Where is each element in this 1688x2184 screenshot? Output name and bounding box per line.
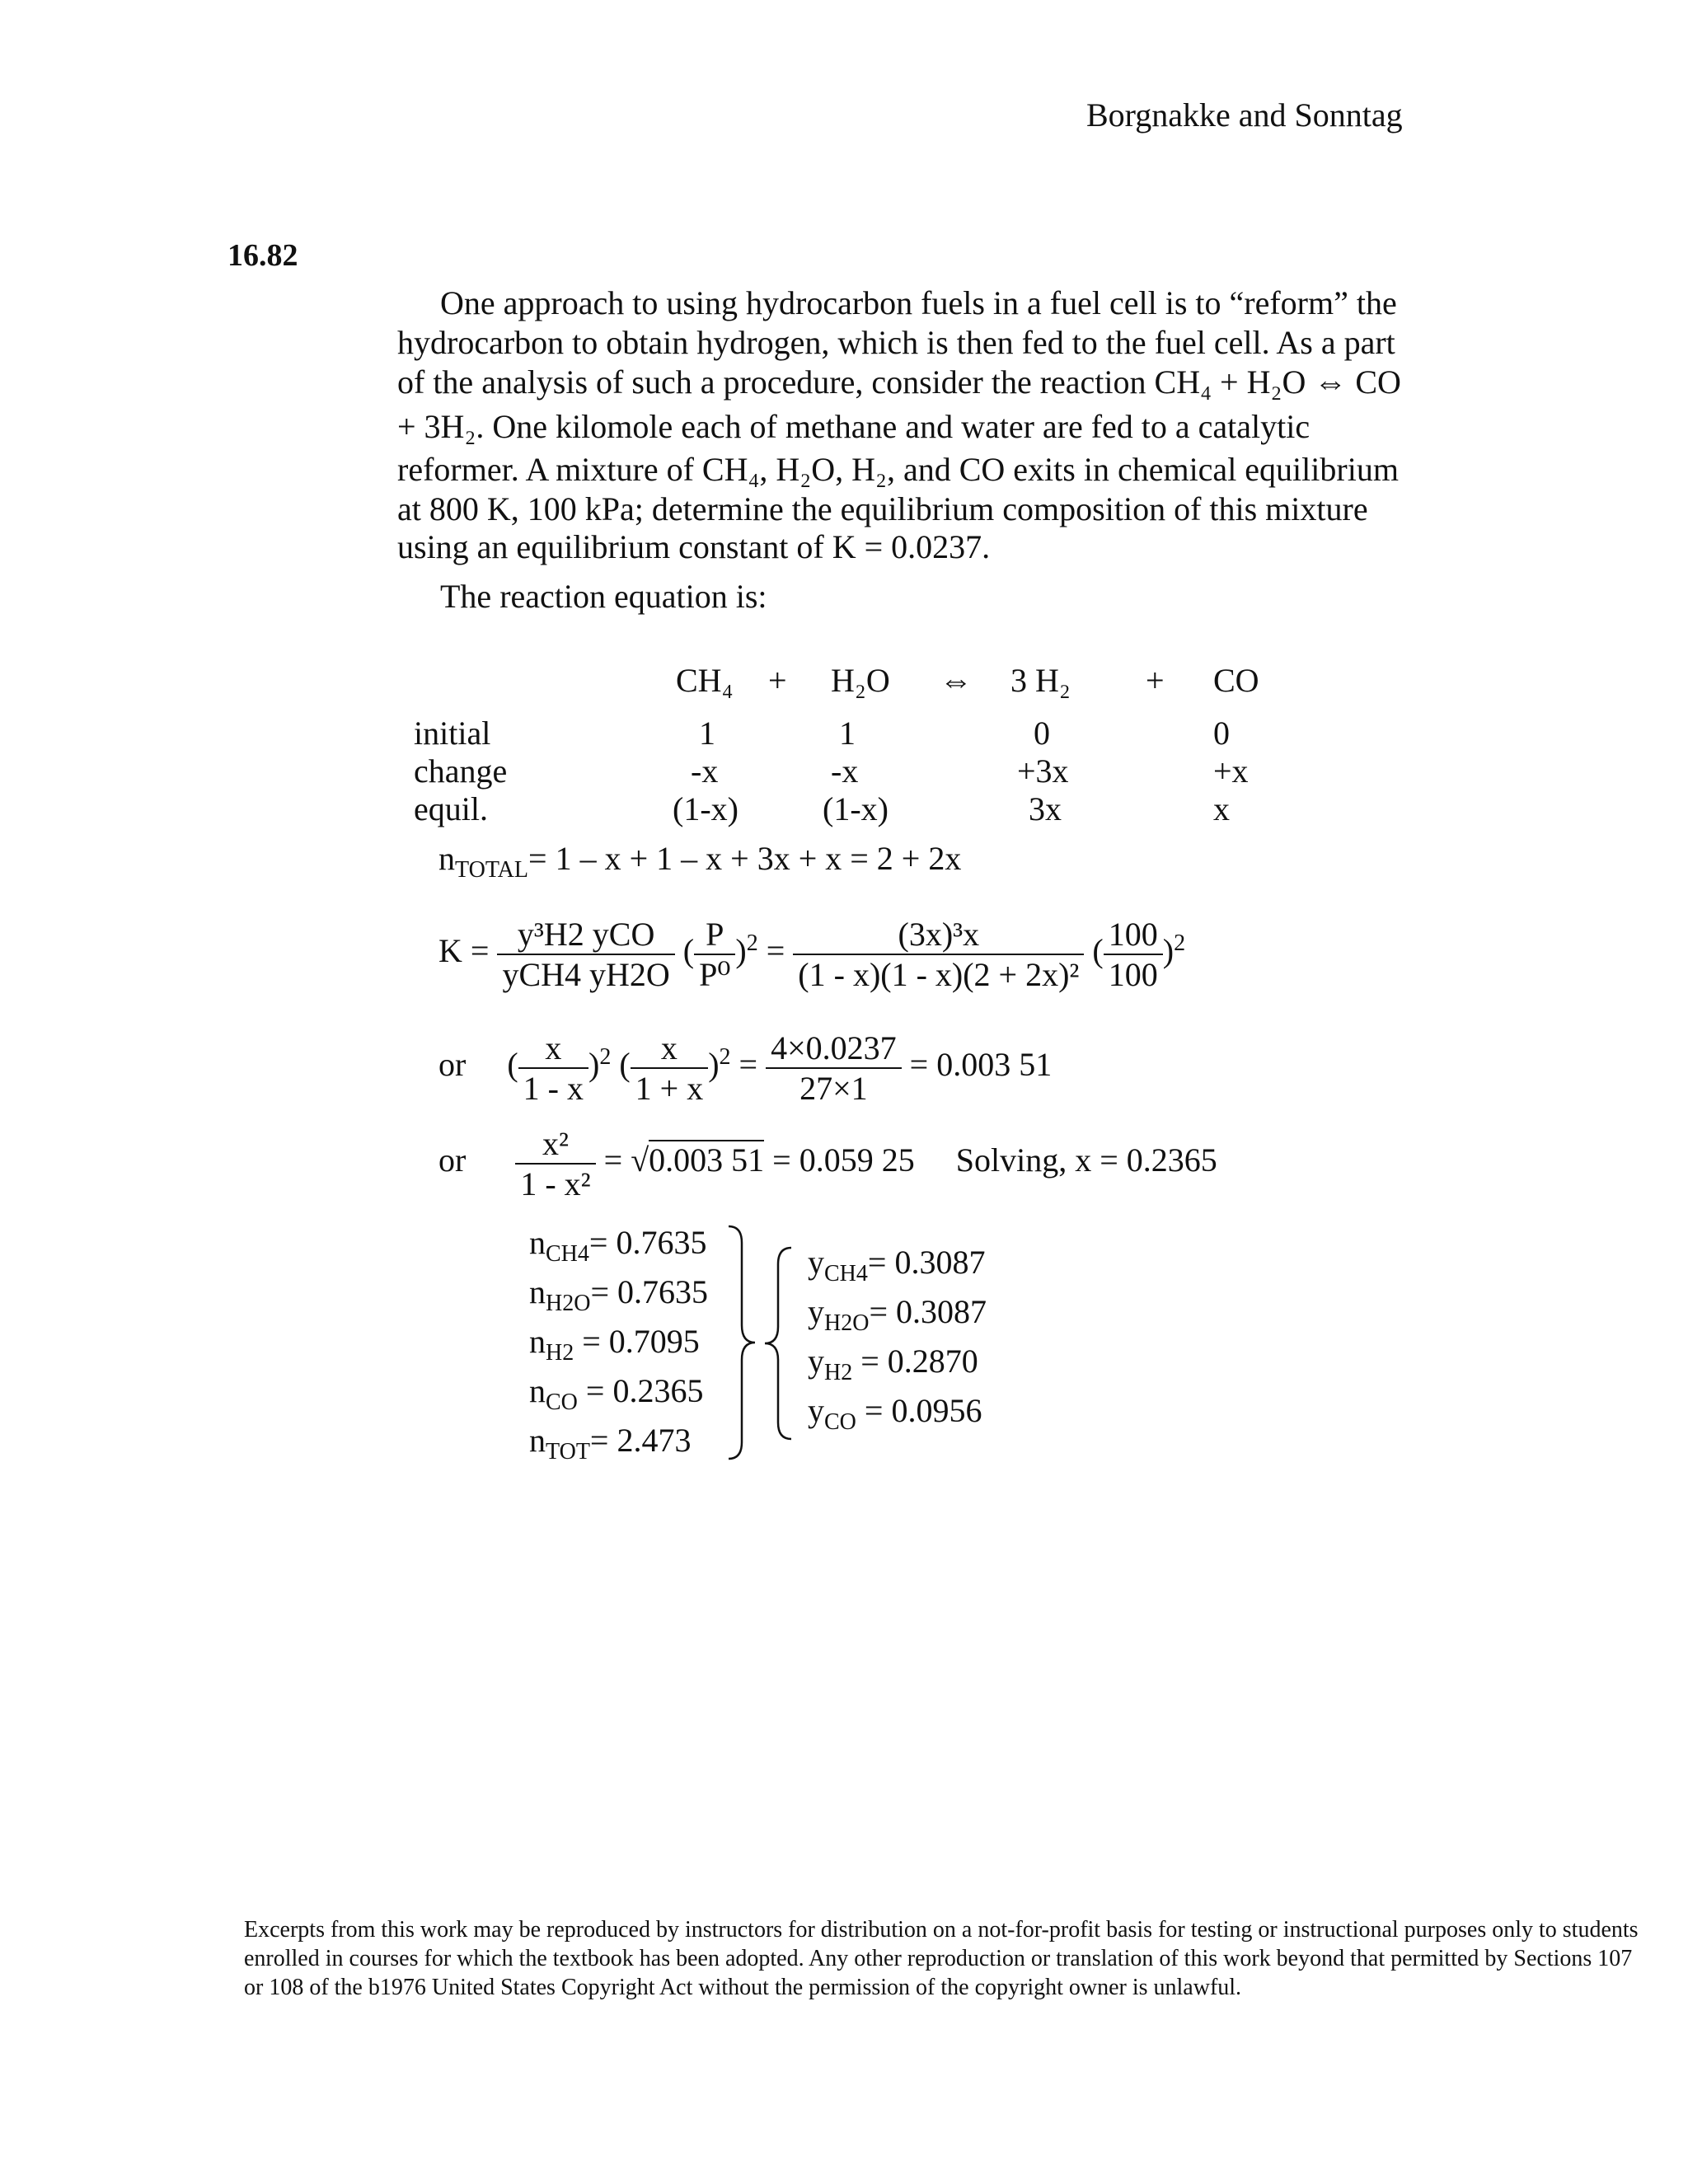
right-brace [725,1223,758,1462]
copyright-footer: Excerpts from this work may be reproduced by instructors for distribution on a not-for-profit basis for testing or instructional purposes only to students enrolled in courses for which the textbook has been adopted. Any other reproduction or translation of this work beyond that permitted by Sections 107 or 108 of the b1976 United States Copyright Act without the permission of the copyright owner is unlawful. [244,1917,1639,2000]
k-equation: K = $\frac{\text{y³H2 yCO}}{\text{yCH4 yH2O}}$ ( $\frac{P}{\text{P⁰}}$ )$^2$ = $\frac{\text{(3x)³x}}{\text{(1 - x)(1 - x)(2 + 2x)²}}$ ( $\frac{100}{100}$ )$^2$ [438,916,1186,993]
table-cell: 0 [1213,715,1230,752]
table-cell: +3x [1017,752,1069,790]
fraction-h2o: $y_{H2O}= 0.3087$ [808,1293,987,1336]
ntotal-equation: $n_{TOTAL}= 1 - x + 1 - x + 3x + x = 2 + 2x$ [438,840,962,883]
mole-ch4: $n_{CH4}= 0.7635$ [529,1224,707,1267]
species-h2o: H₂O [831,662,890,699]
table-cell: (1-x) [823,790,889,827]
table-cell: +x [1213,752,1249,790]
species-co: CO [1213,662,1259,699]
table-cell: 3x [1029,790,1062,827]
species-ch4: CH₄ [676,662,734,699]
row-label-initial: initial [414,715,491,752]
table-cell: (1-x) [673,790,738,827]
statement-line: reformer. A mixture of CH₄, H₂O, H₂, and CO exits in chemical equilibrium [397,451,1399,488]
row-label-change: change [414,752,508,790]
reaction-intro: The reaction equation is: [440,578,767,615]
statement-line: + 3H₂. One kilomole each of methane and water are fed to a catalytic [397,408,1311,445]
plus-sign: + [768,662,787,699]
mole-h2: $n_{H2} = 0.7095$ [529,1323,700,1366]
fraction-co: $y_{CO} = 0.0956$ [808,1392,982,1435]
plus-sign: + [1146,662,1165,699]
table-cell: x [1213,790,1230,827]
statement-line: One approach to using hydrocarbon fuels in a fuel cell is to “reform” the [440,284,1397,321]
equilibrium-arrow: ⇔ [940,662,973,699]
statement-line: hydrocarbon to obtain hydrogen, which is then fed to the fuel cell. As a part [397,324,1395,361]
table-cell: 1 [699,715,715,752]
statement-line: at 800 K, 100 kPa; determine the equilibrium composition of this mixture [397,490,1368,527]
fraction-ch4: $y_{CH4}= 0.3087$ [808,1244,986,1286]
table-cell: 0 [1034,715,1050,752]
statement-line: of the analysis of such a procedure, consider the reaction CH₄ + H₂O ⇔ CO [397,363,1401,401]
problem-number: 16.82 [227,238,298,273]
mole-total: $n_{TOT}= 2.473$ [529,1422,692,1465]
or-equation-2: or $\frac{\text{x²}}{\text{1 - x²}}$ = √0.003 51 = 0.059 25 Solving, x = 0.2365 [438,1125,1217,1202]
fraction-h2: $y_{H2} = 0.2870$ [808,1343,978,1385]
table-cell: -x [831,752,859,790]
table-cell: 1 [839,715,856,752]
header-authors: Borgnakke and Sonntag [1086,96,1403,134]
left-brace [762,1244,795,1442]
species-h2: 3 H₂ [1010,662,1071,699]
row-label-equil: equil. [414,790,488,827]
table-cell: -x [691,752,719,790]
mole-co: $n_{CO} = 0.2365$ [529,1372,704,1415]
mole-h2o: $n_{H2O}= 0.7635$ [529,1273,709,1316]
statement-line: using an equilibrium constant of K = 0.0237. [397,528,991,565]
or-equation-1: or ( $\frac{x}{1 - x}$ )$^2$ ( $\frac{x}{1 + x}$ )$^2$ = $\frac{4\times 0.0237}{27\times 1}$ = 0.003 51 [438,1029,1053,1107]
